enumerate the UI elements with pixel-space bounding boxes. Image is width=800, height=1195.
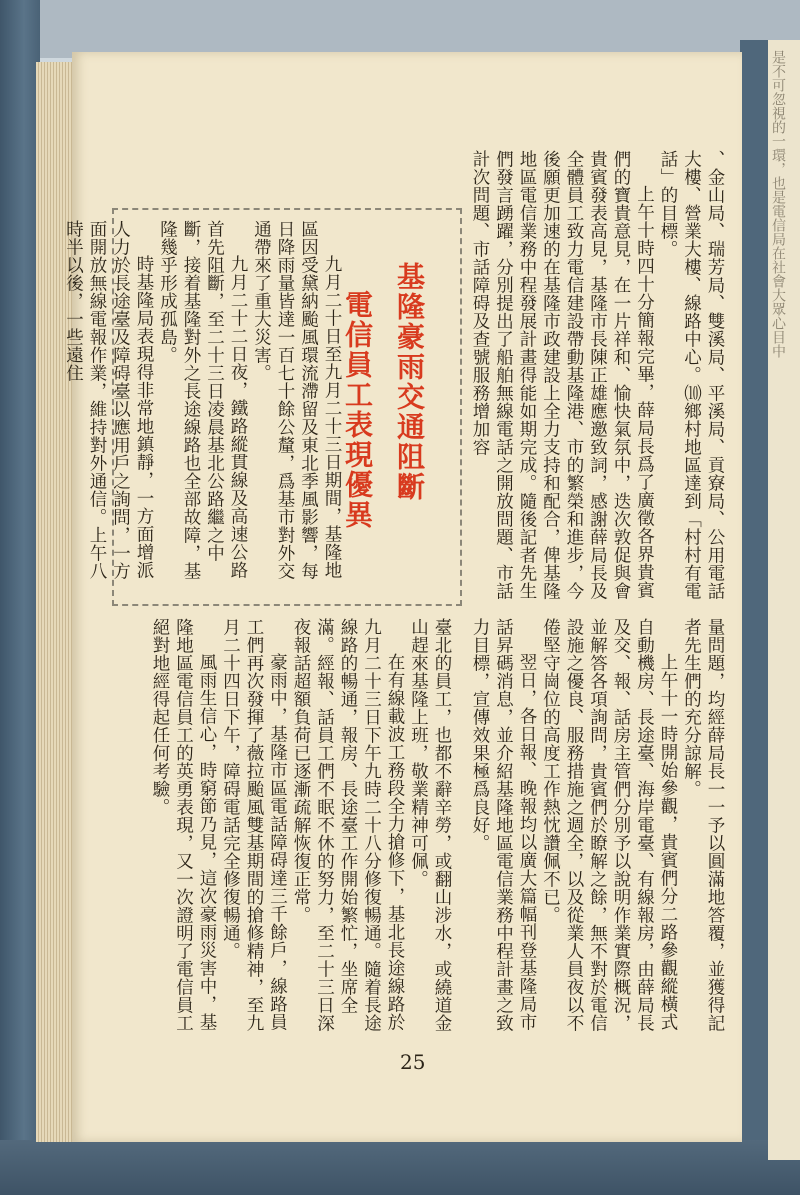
article-paragraph: 翌日，各日報、晚報均以廣大篇幅刊登基隆局市話昇碼消息，並介紹基隆地區電信業務中程計畫之致力目標，宣傳效果極爲良好。 bbox=[470, 618, 537, 1032]
article-top-column bbox=[468, 150, 726, 605]
boxed-story-continued bbox=[125, 618, 453, 1038]
boxed-paragraph: 臺北的員工，也都不辭辛勞，或翻山涉水，或繞道金山趕來基隆上班，敬業精神可佩。 bbox=[408, 618, 452, 1032]
book-cover-bottom bbox=[0, 1140, 800, 1195]
page-number: 25 bbox=[400, 1050, 426, 1074]
boxed-paragraph: 在有線載波工務段全力搶修下，基北長途線路於九月二十三日下午九時二十八分修復暢通。隨着長途線路的暢通，報房、長途臺工作開始繁忙，坐席全滿。經報、話員工們不眠不休的努力，至二十三日深夜報話超額負荷已逐漸疏解恢復正常。 bbox=[291, 618, 405, 1032]
book-cover-right bbox=[740, 40, 770, 1160]
boxed-story-body bbox=[63, 220, 343, 596]
article-paragraph: 上午十一時開始參觀，貴賓們分二路參觀縱橫式自動機房、長途臺、海岸電臺、有線報房，由薛局長及交、報、話房主管們分別予以說明作業實際概況，並解答各項詢問，貴賓們於瞭解之餘，無不對於電信設施之優良、服務措施之週全，以及從業人員夜以不倦堅守崗位的高度工作熱忱讚佩不已。 bbox=[540, 618, 678, 1032]
book-spine bbox=[0, 0, 40, 1195]
article-paragraph: 上午十時四十分簡報完畢，薛局長爲了廣徵各界貴賓們的寶貴意見，在一片祥和、愉快氣氛中，迭次敦促與會貴賓發表高見，基隆市長陳正雄應邀致詞，感謝薛局長及全體員工致力電信建設帶動基隆港、市的繁榮和進步，今後願更加速的在基隆市政建設上全力支持和配合，俾基隆地區電信業務中程發展計畫得能如期完成。隨後記者先生們發言踴躍，分別提出了船舶無線電話之開放問題、市話計次問題、市話障碍及查號服務增加容 bbox=[470, 150, 655, 600]
boxed-paragraph: 九月二十二日夜，鐵路縱貫線及高速公路首先阻斷，至二十三日凌晨基北公路繼之中斷，接着基隆對外之長途線路也全部故障，基隆幾乎形成孤島。 bbox=[157, 220, 248, 580]
boxed-story-subheadline: 電信員工表現優異 bbox=[341, 290, 374, 530]
article-paragraph: 量問題，均經薛局長一一予以圓滿地答覆，並獲得記者先生們的充分諒解。 bbox=[681, 618, 725, 1032]
boxed-paragraph: 九月二十日至九月二十三日期間，基隆地區因受黛納颱風環流滯留及東北季風影響，每日降雨量皆達一百七十餘公釐，爲基市對外交通帶來了重大災害。 bbox=[251, 220, 342, 580]
boxed-paragraph: 風雨生信心，時窮節乃見，這次豪雨災害中，基隆地區電信員工的英勇表現，又一次證明了電信員工絕對地經得起任何考驗。 bbox=[150, 618, 217, 1032]
boxed-story-headline: 基隆豪雨交通阻斷 bbox=[393, 262, 426, 502]
boxed-paragraph: 時基隆局表現得非常地鎮靜，一方面增派人力於長途臺及障碍臺以應用戶之詢問，一方面開放無線電報作業，維持對外通信。上午八時半以後，一些遠住 bbox=[63, 220, 154, 580]
next-page-edge bbox=[768, 40, 800, 1160]
next-page-text: 是不可忽視的一環，也是電信局在社會大眾心目中 bbox=[770, 50, 786, 358]
article-bottom-right-column bbox=[468, 618, 726, 1038]
article-paragraph: 、金山局、瑞芳局、雙溪局、平溪局、貢寮局、公用電話大樓、營業大樓、線路中心。⑽鄉村地區達到「村村有電話」的目標。 bbox=[658, 150, 725, 600]
boxed-paragraph: 豪雨中，基隆市區電話障碍達三千餘戶，線路員工們再次發揮了薇拉颱風雙基期間的搶修精神，至九月二十四日下午，障碍電話完全修復暢通。 bbox=[220, 618, 288, 1032]
book-cover-top bbox=[0, 0, 800, 58]
